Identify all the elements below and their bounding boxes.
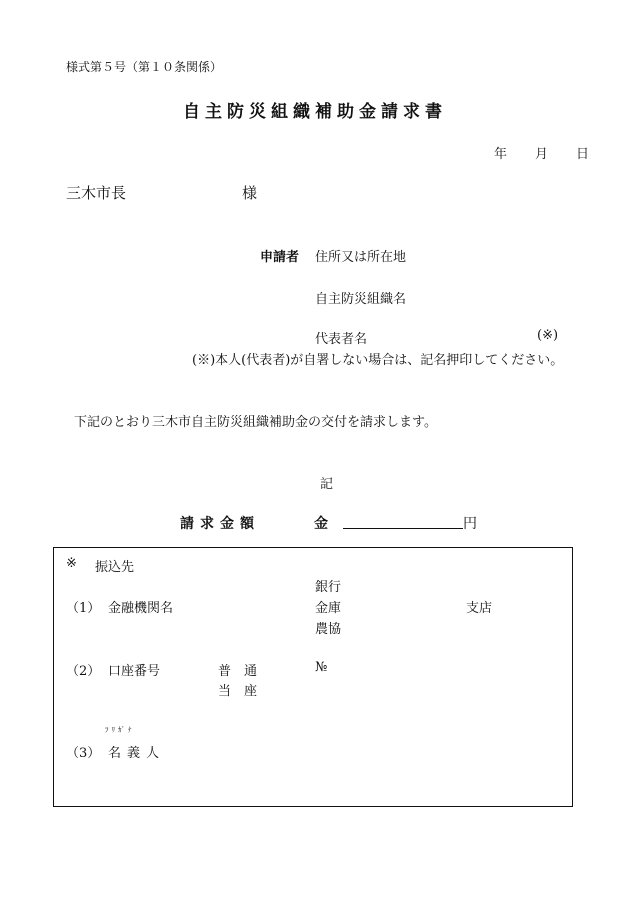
- representative-label: 代表者名: [315, 332, 368, 347]
- account-holder-label: 名義人: [108, 746, 166, 761]
- amount-input-line[interactable]: [343, 514, 463, 533]
- representative-mark: (※): [537, 328, 559, 343]
- signature-note: (※)本人(代表者)が自署しない場合は、記名押印してください。: [192, 353, 564, 368]
- request-amount-label: 請求金額: [180, 516, 260, 532]
- addressee-honorific: 様: [242, 184, 258, 202]
- bank-type-ginko: 銀行: [315, 580, 342, 595]
- address-label: 住所又は所在地: [315, 250, 407, 265]
- account-no-label: №: [315, 660, 328, 675]
- form-number: 様式第５号（第１０条関係）: [66, 60, 223, 74]
- amount-kin-label: 金: [314, 516, 328, 532]
- furigana-label: ﾌﾘｶﾞﾅ: [105, 726, 135, 734]
- ki-heading: 記: [320, 477, 334, 492]
- account-number-index: （2）: [66, 664, 101, 679]
- date-year-label: 年: [494, 147, 508, 162]
- bank-name-label: 金融機関名: [108, 601, 174, 616]
- holder-number: （3）: [66, 746, 101, 761]
- addressee-name: 三木市長: [66, 184, 127, 202]
- account-type-futsu: 普 通: [218, 664, 258, 679]
- transfer-mark: ※: [66, 556, 77, 571]
- organization-label: 自主防災組織名: [315, 292, 407, 307]
- date-day-label: 日: [576, 147, 590, 162]
- amount-yen-label: 円: [463, 516, 477, 532]
- bank-type-nokyo: 農協: [315, 622, 342, 637]
- account-type-toza: 当 座: [218, 684, 258, 699]
- applicant-label: 申請者: [260, 250, 300, 265]
- transfer-header: 振込先: [95, 560, 135, 575]
- account-number-label: 口座番号: [108, 664, 161, 679]
- date-month-label: 月: [535, 147, 549, 162]
- branch-label: 支店: [466, 601, 493, 616]
- page-title: 自主防災組織補助金請求書: [183, 102, 447, 122]
- bank-type-kinko: 金庫: [315, 601, 342, 616]
- request-statement: 下記のとおり三木市自主防災組織補助金の交付を請求します。: [74, 415, 437, 430]
- bank-number: （1）: [66, 601, 101, 616]
